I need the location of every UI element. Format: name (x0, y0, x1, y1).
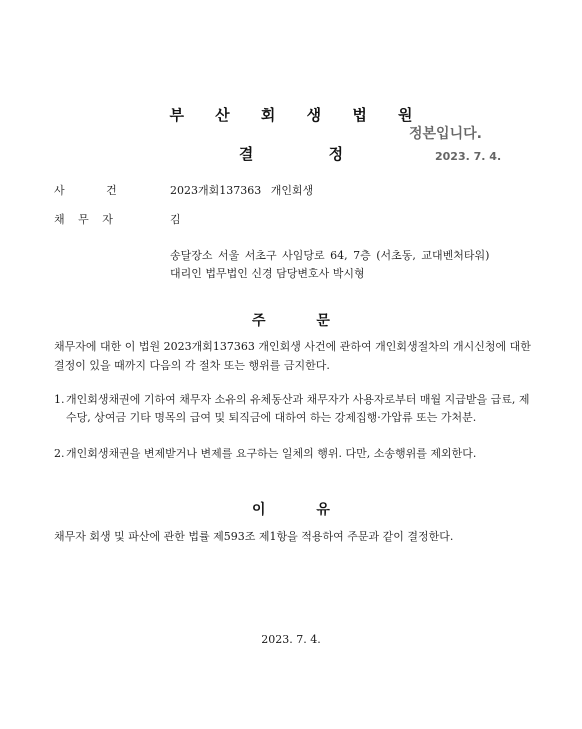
reason-heading: 이 유 (252, 502, 330, 518)
order-item-text: 개인회생채권을 변제받거나 변제를 요구하는 일체의 행위. 다만, 소송행위를 제외한다. (66, 447, 477, 460)
order-item-2 (54, 445, 532, 463)
reason-text: 채무자 회생 및 파산에 관한 법률 제593조 제1항을 적용하여 주문과 같이 결정한다. (54, 530, 454, 543)
case-number: 2023개회137363 개인회생 (170, 184, 314, 197)
order-item-text: 개인회생채권에 기하여 채무자 소유의 유체동산과 채무자가 사용자로부터 매월 지급받을 급료, 제수당, 상여금 기타 명목의 급여 및 퇴직금에 대하여 하는 강제집행·가압류 또는 가처분. (66, 393, 530, 424)
court-name: 부 산 회 생 법 원 (169, 106, 426, 124)
document-title: 결 정 (238, 145, 344, 163)
order-item-number: 1. (54, 393, 65, 406)
debtor-name: 김 (170, 213, 181, 226)
order-item-number: 2. (54, 447, 65, 460)
certified-copy-stamp: 정본입니다. (409, 126, 482, 142)
service-address: 송달장소 서울 서초구 사임당로 64, 7층 (서초동, 교대벤처타워) (170, 249, 490, 262)
legal-representative: 대리인 법무법인 신경 담당변호사 박시형 (170, 267, 365, 280)
certified-copy-date: 2023. 7. 4. (435, 150, 502, 163)
order-heading: 주 문 (252, 313, 330, 329)
order-item-1 (54, 391, 532, 427)
decision-date: 2023. 7. 4. (261, 633, 321, 646)
debtor-label: 채 무 자 (54, 213, 113, 226)
order-intro: 채무자에 대한 이 법원 2023개회137363 개인회생 사건에 관하여 개인회생절차의 개시신청에 대한 결정이 있을 때까지 다음의 각 절차 또는 행위를 금지한다. (54, 340, 531, 372)
case-label: 사 건 (54, 184, 117, 197)
